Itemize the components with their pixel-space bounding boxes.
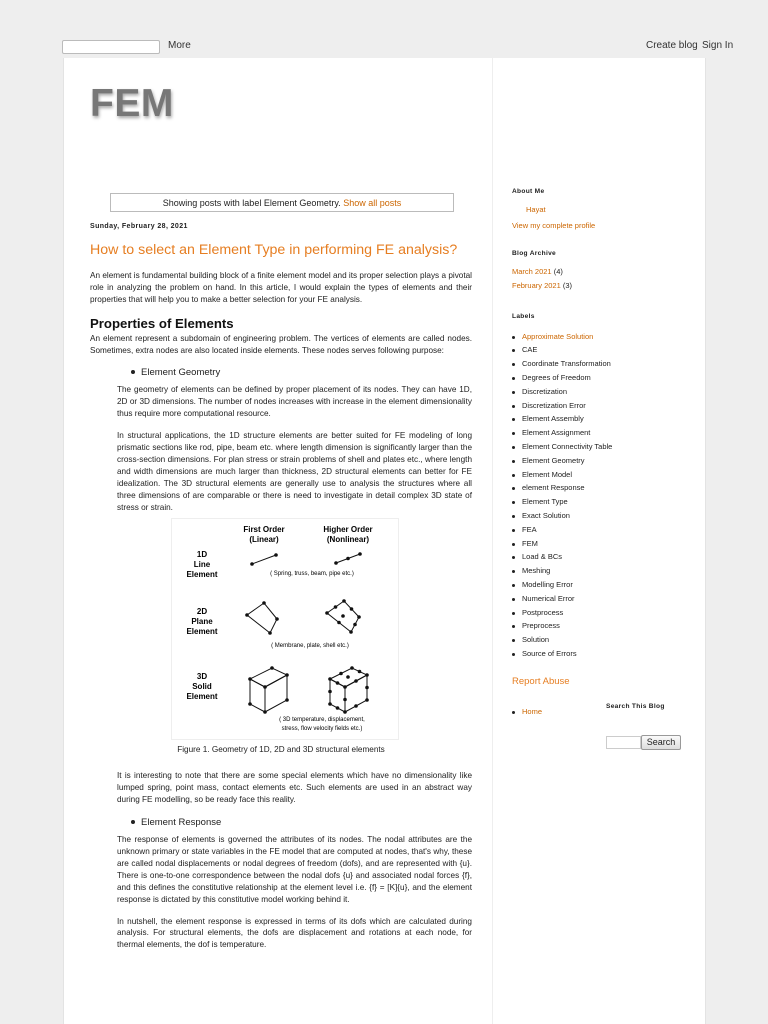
first-order-sub: (Linear)	[249, 534, 279, 544]
first-order-label: First Order	[243, 524, 285, 534]
row-1d-label: Line	[193, 559, 211, 569]
row-1d-label: 1D	[196, 549, 208, 559]
create-blog-link[interactable]: Create blog	[646, 40, 698, 51]
label-link-approximate-solution[interactable]: Approximate Solution	[522, 331, 594, 341]
bullet-text: Element Response	[141, 817, 222, 829]
label-item[interactable]	[512, 385, 697, 399]
label-link[interactable]: Discretization	[522, 386, 568, 396]
pages-list	[512, 705, 542, 719]
label-link[interactable]: Source of Errors	[522, 648, 577, 658]
show-all-posts-link[interactable]: Show all posts	[343, 198, 402, 208]
post-intro: An element is fundamental building block of a finite element model and its proper selection plays a pivotal role in analyzing the problem on hand. In this article, I would explain the types of elements and their properties that will help you to make a better selection for your FE analysis.	[90, 270, 472, 304]
label-item[interactable]	[512, 495, 697, 509]
label-link[interactable]: Element Model	[522, 469, 573, 479]
line-element-linear-icon	[250, 553, 278, 566]
about-me-heading: About Me	[512, 188, 545, 195]
label-item[interactable]	[512, 509, 697, 523]
label-link[interactable]: Element Assignment	[522, 428, 591, 438]
label-item[interactable]	[512, 440, 697, 454]
more-link[interactable]: More	[168, 40, 191, 51]
label-item[interactable]	[512, 412, 697, 426]
post-title[interactable]: How to select an Element Type in performing FE analysis?	[90, 241, 458, 258]
bullet-dot-icon	[131, 370, 135, 374]
label-link[interactable]: Postprocess	[522, 607, 564, 617]
higher-order-sub: (Nonlinear)	[326, 534, 370, 544]
post-date: Sunday, February 28, 2021	[90, 223, 188, 230]
search-heading: Search This Blog	[606, 702, 665, 710]
label-item[interactable]	[512, 330, 697, 344]
label-item[interactable]	[512, 647, 697, 661]
search-button[interactable]: Search	[641, 735, 681, 750]
row-3d-label: Solid	[192, 681, 212, 691]
paragraph: In nutshell, the element response is expressed in terms of its dofs which are calculated during analysis. For structural elements, the dofs are displacement and rotations at each node, for thermal elements, the dof is temperature.	[117, 916, 472, 950]
sidebar-divider	[492, 58, 493, 1024]
blog-archive-heading: Blog Archive	[512, 250, 557, 258]
label-link[interactable]: CAE	[522, 345, 538, 355]
archive-item[interactable]	[512, 279, 697, 293]
row-2d-label: 2D	[196, 606, 208, 616]
label-item[interactable]	[512, 578, 697, 592]
label-link[interactable]: Exact Solution	[522, 510, 570, 520]
row-1d-note: ( Spring, truss, beam, pipe etc.)	[270, 570, 354, 577]
label-link[interactable]: Meshing	[522, 566, 551, 576]
row-2d-label: Element	[186, 626, 218, 636]
sidebar	[512, 185, 697, 743]
author-link[interactable]: Hayat	[526, 204, 546, 214]
blog-title[interactable]: FEM	[90, 82, 174, 125]
label-link[interactable]: Preprocess	[522, 621, 560, 631]
higher-order-label: Higher Order	[323, 524, 373, 534]
label-item[interactable]	[512, 606, 697, 620]
label-link[interactable]: Degrees of Freedom	[522, 372, 591, 382]
paragraph: The response of elements is governed the attributes of its nodes. The nodal attributes are the unknown primary or state variables in the FE model that are computed at nodes, that's why, these are called nodal displacements or nodal degrees of freedom (dofs), and are represented with {u}. There is one-to-one correspondence between the nodal dofs {u} and associated nodal forces {f}, and this defines the constitutive relationship at the element level i.e. {f} = [K]{u}, and the element response is dictated by this constitutive model working behind it.	[117, 835, 472, 904]
label-item[interactable]	[512, 371, 697, 385]
label-item[interactable]	[512, 537, 697, 551]
sign-in-link[interactable]: Sign In	[702, 40, 734, 51]
archive-item[interactable]	[512, 265, 697, 279]
element-types-diagram	[172, 519, 398, 739]
bullet-element-geometry	[131, 366, 472, 380]
line-element-quadratic-icon	[334, 552, 362, 565]
status-message	[110, 193, 454, 212]
row-3d-note: ( 3D temperature, displacement,	[279, 716, 365, 723]
paragraph: In structural applications, the 1D structure elements are better suited for FE modeling of long prismatic sections like rod, pipe, beam etc. where length dimension is significantly larger than the cross-section dimensions. For plan stress or strain problems of shell and plates etc., where length and width dimensions are much larger than thickness, 2D structural elements can better for FE idealization. The 3D structural elements are generally use to analysis the structures where all three dimensions of are comparable or there is need to investigate in detail complex 3D state of stress or strain.	[117, 431, 472, 512]
labels-heading: Labels	[512, 312, 535, 320]
label-link[interactable]: Element Geometry	[522, 455, 585, 465]
row-3d-label: 3D	[196, 671, 208, 681]
paragraph: The geometry of elements can be defined by proper placement of its nodes. They can have 1D, 2D or 3D dimensions. The number of nodes increases with increase in the element dimensionality thus require more computational resource.	[117, 385, 472, 419]
brick-element-quadratic-icon	[328, 666, 369, 714]
label-item[interactable]	[512, 564, 697, 578]
row-3d-label: Element	[186, 691, 218, 701]
label-link[interactable]: FEA	[522, 524, 537, 534]
label-item[interactable]	[512, 481, 697, 495]
home-link[interactable]: Home	[522, 706, 543, 716]
label-link[interactable]: Solution	[522, 635, 550, 645]
archive-count: (4)	[553, 267, 563, 277]
report-abuse-link[interactable]: Report Abuse	[512, 675, 570, 687]
bullet-element-response	[131, 816, 472, 830]
row-3d-note: stress, flow velocity fields etc.)	[281, 725, 363, 732]
label-link[interactable]: Numerical Error	[522, 593, 575, 603]
archive-list	[512, 265, 697, 293]
element-geometry-figure	[171, 518, 399, 740]
label-item[interactable]	[512, 426, 697, 440]
post-body	[90, 270, 472, 951]
status-text: Showing posts with label Element Geometry.	[162, 198, 341, 208]
brick-element-linear-icon	[248, 666, 289, 714]
label-item[interactable]	[512, 592, 697, 606]
row-1d-label: Element	[186, 569, 218, 579]
post-column	[90, 218, 472, 961]
label-item[interactable]	[512, 633, 697, 647]
label-item[interactable]	[512, 619, 697, 633]
page-item[interactable]	[512, 705, 542, 719]
label-item[interactable]	[512, 454, 697, 468]
label-link[interactable]: Discretization Error	[522, 400, 586, 410]
label-link[interactable]: FEM	[522, 538, 538, 548]
view-profile-link[interactable]: View my complete profile	[512, 220, 596, 230]
figure-caption: Figure 1. Geometry of 1D, 2D and 3D structural elements	[177, 744, 385, 754]
label-link[interactable]: Element Assembly	[522, 414, 584, 424]
label-item[interactable]	[512, 550, 697, 564]
label-item[interactable]	[512, 399, 697, 413]
label-link[interactable]: Element Connectivity Table	[522, 441, 613, 451]
paragraph: An element represent a subdomain of engineering problem. The vertices of elements are called nodes. Sometimes, extra nodes are also located inside elements. These nodes serves following purpose:	[90, 333, 472, 355]
row-2d-note: ( Membrane, plate, shell etc.)	[271, 642, 349, 649]
label-link[interactable]: Element Type	[522, 497, 568, 507]
label-link[interactable]: Coordinate Transformation	[522, 359, 611, 369]
label-link[interactable]: element Response	[522, 483, 585, 493]
label-item[interactable]	[512, 343, 697, 357]
section-heading: Properties of Elements	[90, 315, 234, 331]
archive-link[interactable]: February 2021	[512, 280, 561, 290]
label-item[interactable]	[512, 523, 697, 537]
blog-search-input[interactable]	[606, 736, 641, 749]
top-navbar	[0, 36, 768, 58]
labels-list	[512, 330, 697, 661]
label-item[interactable]	[512, 357, 697, 371]
archive-count: (3)	[562, 280, 573, 290]
label-link[interactable]: Modelling Error	[522, 579, 573, 589]
quad-element-quadratic-icon	[325, 599, 361, 634]
bullet-dot-icon	[131, 820, 135, 824]
paragraph: It is interesting to note that there are some special elements which have no dimensionality like lumped spring, point mass, contact elements etc. Such elements are used in an abstract way during FE modelling, so be ready face this reality.	[117, 771, 472, 805]
quad-element-linear-icon	[245, 601, 279, 635]
label-item[interactable]	[512, 468, 697, 482]
archive-link[interactable]: March 2021	[512, 267, 552, 277]
label-link[interactable]: Load & BCs	[522, 552, 563, 562]
navbar-search-input[interactable]	[62, 40, 160, 54]
bullet-text: Element Geometry	[141, 367, 221, 379]
row-2d-label: Plane	[191, 616, 213, 626]
